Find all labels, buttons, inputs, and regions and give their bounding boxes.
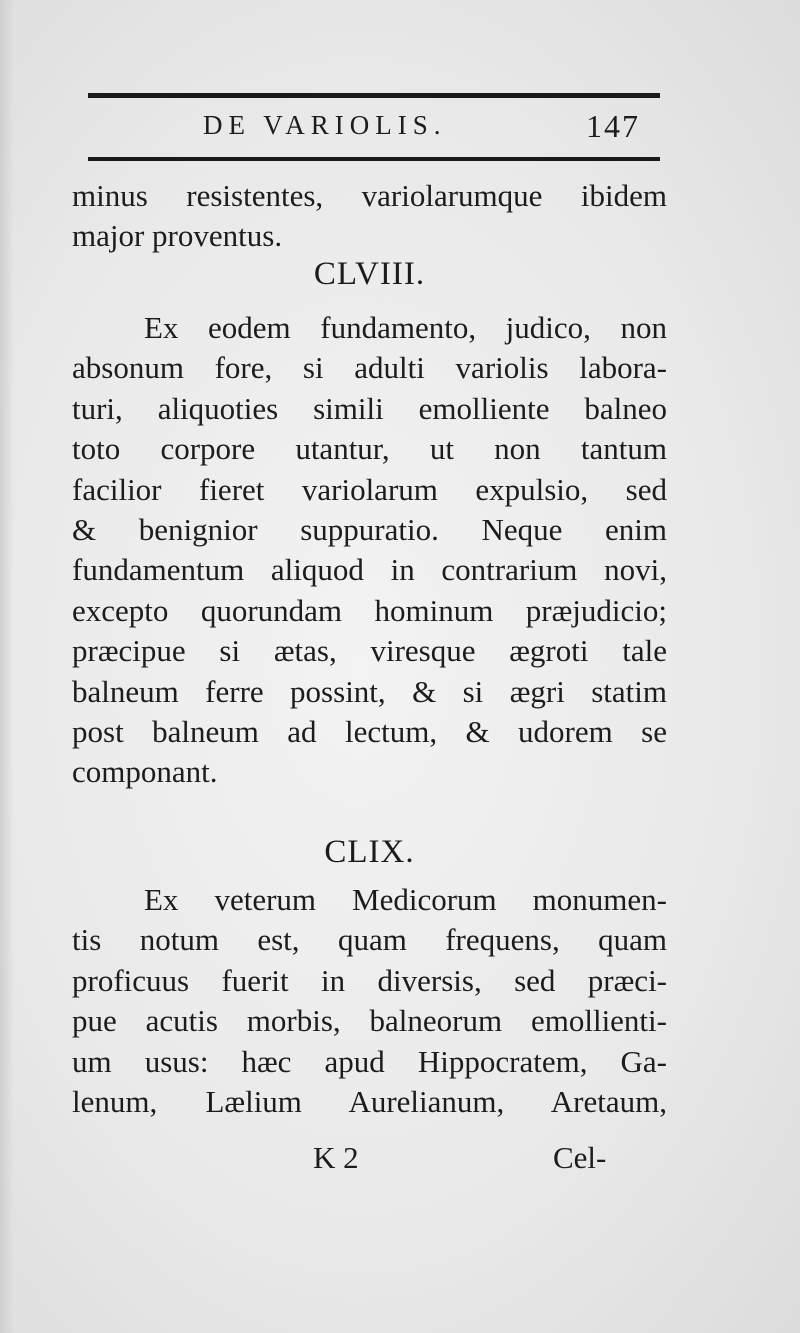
page-edge-shadow <box>0 0 14 1333</box>
section-heading: CLVIII. <box>313 256 426 292</box>
text-line: post balneum ad lectum, & udorem se <box>72 713 667 749</box>
text-line: lenum, Lælium Aurelianum, Aretaum, <box>72 1083 667 1119</box>
text-line: Ex eodem fundamento, judico, non <box>144 310 667 345</box>
catchword: Cel- <box>553 1140 607 1175</box>
signature-mark: K 2 <box>313 1140 359 1175</box>
intro-paragraph <box>72 176 667 257</box>
text-line: pue acutis morbis, balneorum emollienti- <box>72 1003 667 1039</box>
header-rule-top <box>88 93 660 98</box>
running-head <box>88 108 660 148</box>
running-head-title: DE VARIOLIS. <box>203 110 447 140</box>
text-line: fundamentum aliquod in contrarium novi, <box>72 552 667 588</box>
section-paragraph <box>72 308 667 793</box>
text-line: proficuus fuerit in diversis, sed præci- <box>72 962 667 998</box>
text-line: excepto quorundam hominum præjudicio; <box>72 592 667 628</box>
text-line: minus resistentes, variolarumque ibidem <box>72 178 667 213</box>
text-line: componant. <box>72 754 218 790</box>
text-line: major proventus. <box>72 218 283 254</box>
text-line: tis notum est, quam frequens, quam <box>72 922 667 958</box>
text-line: balneum ferre possint, & si ægri statim <box>72 673 667 709</box>
header-rule-bottom <box>88 157 660 161</box>
section-heading: CLIX. <box>324 834 415 870</box>
text-line: & benignior suppuratio. Neque enim <box>72 511 667 547</box>
text-line: Ex veterum Medicorum monumen- <box>144 882 667 917</box>
section-paragraph <box>72 880 667 1122</box>
text-line: turi, aliquoties simili emolliente balneo <box>72 390 667 426</box>
text-line: absonum fore, si adulti variolis labora- <box>72 350 667 386</box>
text-line: præcipue si ætas, viresque ægroti tale <box>72 633 667 669</box>
text-line: toto corpore utantur, ut non tantum <box>72 431 667 467</box>
page-number: 147 <box>586 108 640 144</box>
text-line: um usus: hæc apud Hippocratem, Ga- <box>72 1043 667 1079</box>
text-line: facilior fieret variolarum expulsio, sed <box>72 471 667 507</box>
